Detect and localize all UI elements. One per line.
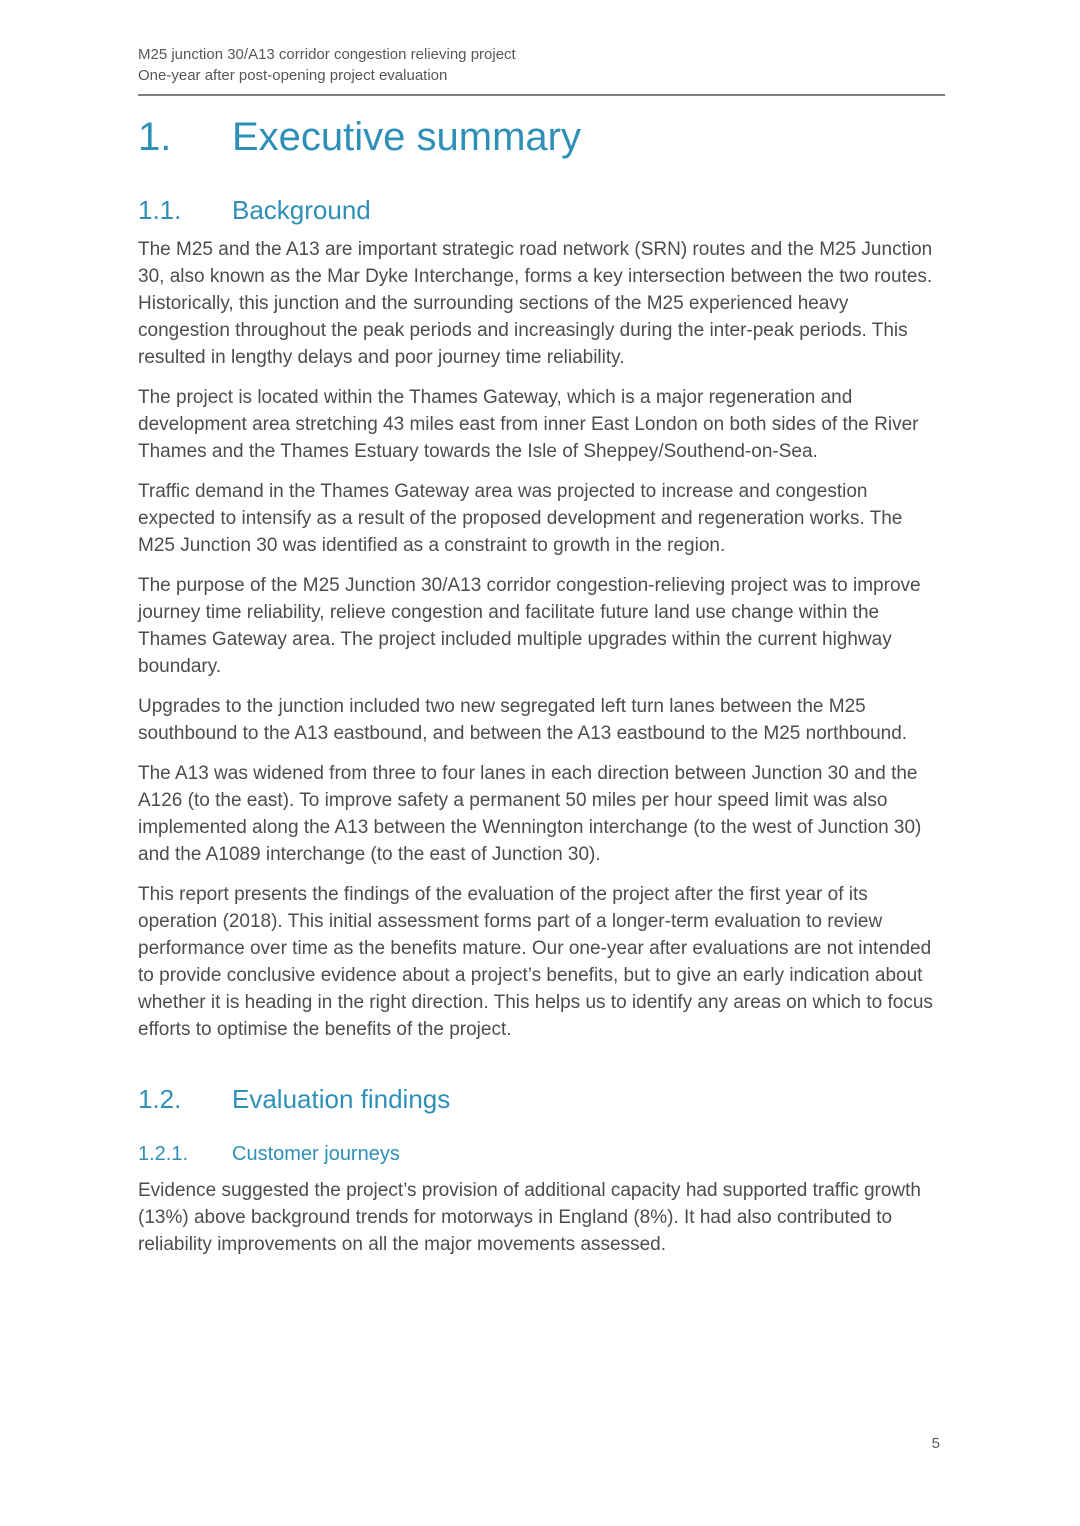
paragraph: Traffic demand in the Thames Gateway area was projected to increase and congestion expected to intensify as a result of the proposed development and regeneration works. The M25 Junction 30 was identified as a constraint to growth in the region. [138, 481, 903, 556]
paragraph: Evidence suggested the project’s provision of additional capacity had supported traffic growth (13%) above background trends for motorways in England (8%). It had also contributed to reliability improvements on all the major movements assessed. [138, 1180, 921, 1255]
subsection-number-customer-journeys: 1.2.1. [138, 1143, 189, 1165]
running-header-line-1: M25 junction 30/A13 corridor congestion relieving project [138, 46, 516, 63]
paragraph: This report presents the findings of the evaluation of the project after the first year of its operation (2018). This initial assessment forms part of a longer-term evaluation to review performance over time as the benefits mature. Our one-year after evaluations are not intended to provide conclusive evidence about a project’s benefits, but to give an early indication about whether it is heading in the right direction. This helps us to identify any areas on which to focus efforts to optimise the benefits of the project. [138, 884, 933, 1040]
section-number-evaluation-findings: 1.2. [138, 1084, 182, 1114]
header-rule [138, 94, 945, 96]
background-body [138, 236, 946, 1043]
paragraph: The A13 was widened from three to four lanes in each direction between Junction 30 and the A126 (to the east). To improve safety a permanent 50 miles per hour speed limit was also implemented along the A13 between the Wennington interchange (to the west of Junction 30) and the A1089 interchange (to the east of Junction 30). [138, 763, 922, 865]
page-content [138, 44, 946, 1258]
subsection-title-customer-journeys: Customer journeys [232, 1143, 400, 1165]
section-title-background: Background [232, 195, 371, 225]
customer-journeys-body [138, 1177, 946, 1258]
chapter-number: 1. [138, 115, 172, 159]
section-heading-background [138, 194, 946, 226]
paragraph: Upgrades to the junction included two new segregated left turn lanes between the M25 southbound to the A13 eastbound, and between the A13 eastbound to the M25 northbound. [138, 696, 908, 744]
paragraph: The project is located within the Thames Gateway, which is a major regeneration and development area stretching 43 miles east from inner East London on both sides of the River Thames and the Thames Estuary towards the Isle of Sheppey/Southend-on-Sea. [138, 387, 919, 462]
page-number: 5 [931, 1435, 940, 1452]
paragraph: The purpose of the M25 Junction 30/A13 corridor congestion-relieving project was to improve journey time reliability, relieve congestion and facilitate future land use change within the Thames Gateway area. The project included multiple upgrades within the current highway boundary. [138, 575, 921, 677]
section-number-background: 1.1. [138, 195, 182, 225]
running-header-line-2: One-year after post-opening project evaluation [138, 67, 448, 84]
section-heading-evaluation-findings [138, 1083, 946, 1115]
subsection-heading-customer-journeys [138, 1141, 946, 1167]
running-header [138, 44, 946, 86]
chapter-heading [138, 114, 946, 160]
chapter-title: Executive summary [232, 115, 581, 159]
paragraph: The M25 and the A13 are important strategic road network (SRN) routes and the M25 Junction 30, also known as the Mar Dyke Interchange, forms a key intersection between the two routes. Historically, this junction and the surrounding sections of the M25 experienced heavy congestion throughout the peak periods and increasingly during the inter-peak periods. This resulted in lengthy delays and poor journey time reliability. [138, 239, 933, 368]
section-title-evaluation-findings: Evaluation findings [232, 1084, 451, 1114]
